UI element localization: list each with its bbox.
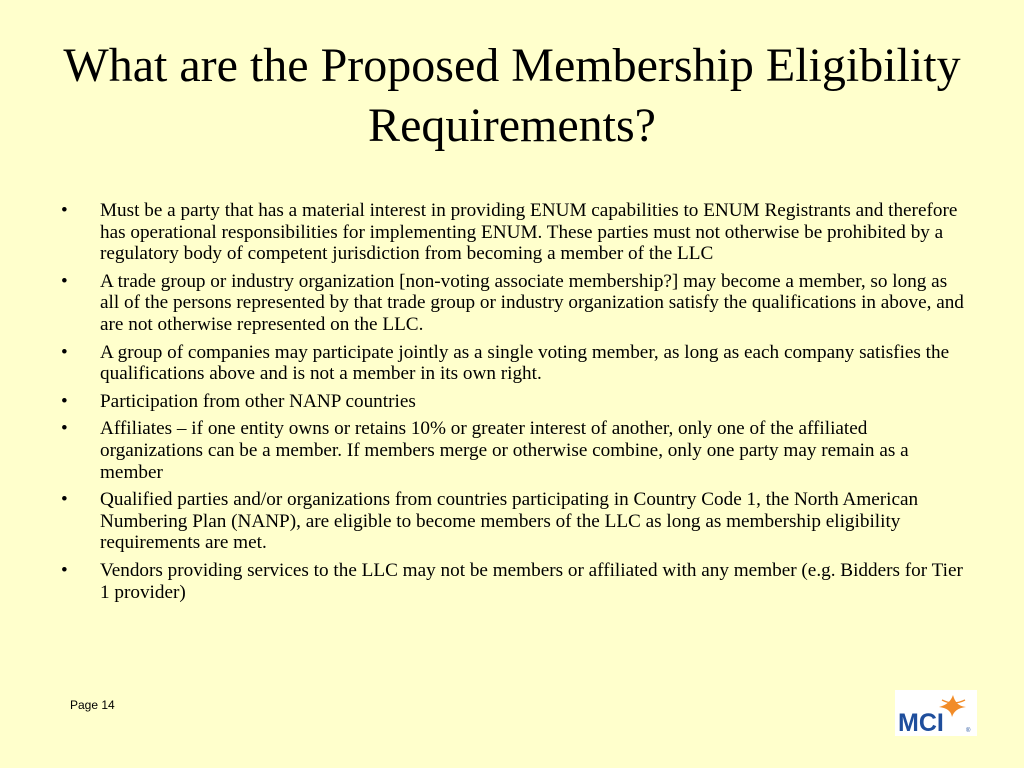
bullet-item <box>58 200 968 265</box>
mci-logo-graphic <box>895 690 977 736</box>
bullet-item <box>58 342 968 385</box>
mci-logo <box>895 690 977 736</box>
bullet-text: Must be a party that has a material interest in providing ENUM capabilities to ENUM Registrants and therefore has operational responsibilities for implementing ENUM. These parties must not otherwise be prohibited by a regulatory body of competent jurisdiction from becoming a member of the LLC <box>100 200 958 265</box>
bullet-text: Vendors providing services to the LLC may not be members or affiliated with any member (e.g. Bidders for Tier 1 provider) <box>100 559 963 603</box>
slide-title: What are the Proposed Membership Eligibility Requirements? <box>63 39 961 152</box>
bullet-icon: • <box>61 489 68 511</box>
bullet-text: Participation from other NANP countries <box>100 390 416 412</box>
bullet-text: Affiliates – if one entity owns or retains 10% or greater interest of another, only one of the affiliated organizations can be a member. If members merge or otherwise combine, only one party may remain as a member <box>100 418 909 483</box>
logo-text: MCI <box>898 709 944 736</box>
bullet-icon: • <box>61 559 68 581</box>
bullet-item <box>58 489 968 554</box>
bullet-icon: • <box>61 390 68 412</box>
bullet-item <box>58 418 968 483</box>
bullet-text: A group of companies may participate jointly as a single voting member, as long as each company satisfies the qualifications above and is not a member in its own right. <box>100 341 950 385</box>
bullet-text: Qualified parties and/or organizations from countries participating in Country Code 1, the North American Numbering Plan (NANP), are eligible to become members of the LLC as long as membership eligibility requirements are met. <box>100 489 919 554</box>
bullet-icon: • <box>61 200 68 221</box>
registered-mark: ® <box>966 728 971 734</box>
bullet-list <box>58 200 968 609</box>
bullet-icon: • <box>61 341 68 363</box>
bullet-item <box>58 271 968 336</box>
bullet-item <box>58 560 968 603</box>
bullet-item <box>58 391 968 413</box>
page-number: Page 14 <box>70 698 115 712</box>
bullet-icon: • <box>61 418 68 440</box>
bullet-icon: • <box>61 270 68 292</box>
bullet-text: A trade group or industry organization [non-voting associate membership?] may become a member, so long as all of the persons represented by that trade group or industry organization satisfy the qualifications in above, and are not otherwise represented on the LLC. <box>100 270 964 335</box>
